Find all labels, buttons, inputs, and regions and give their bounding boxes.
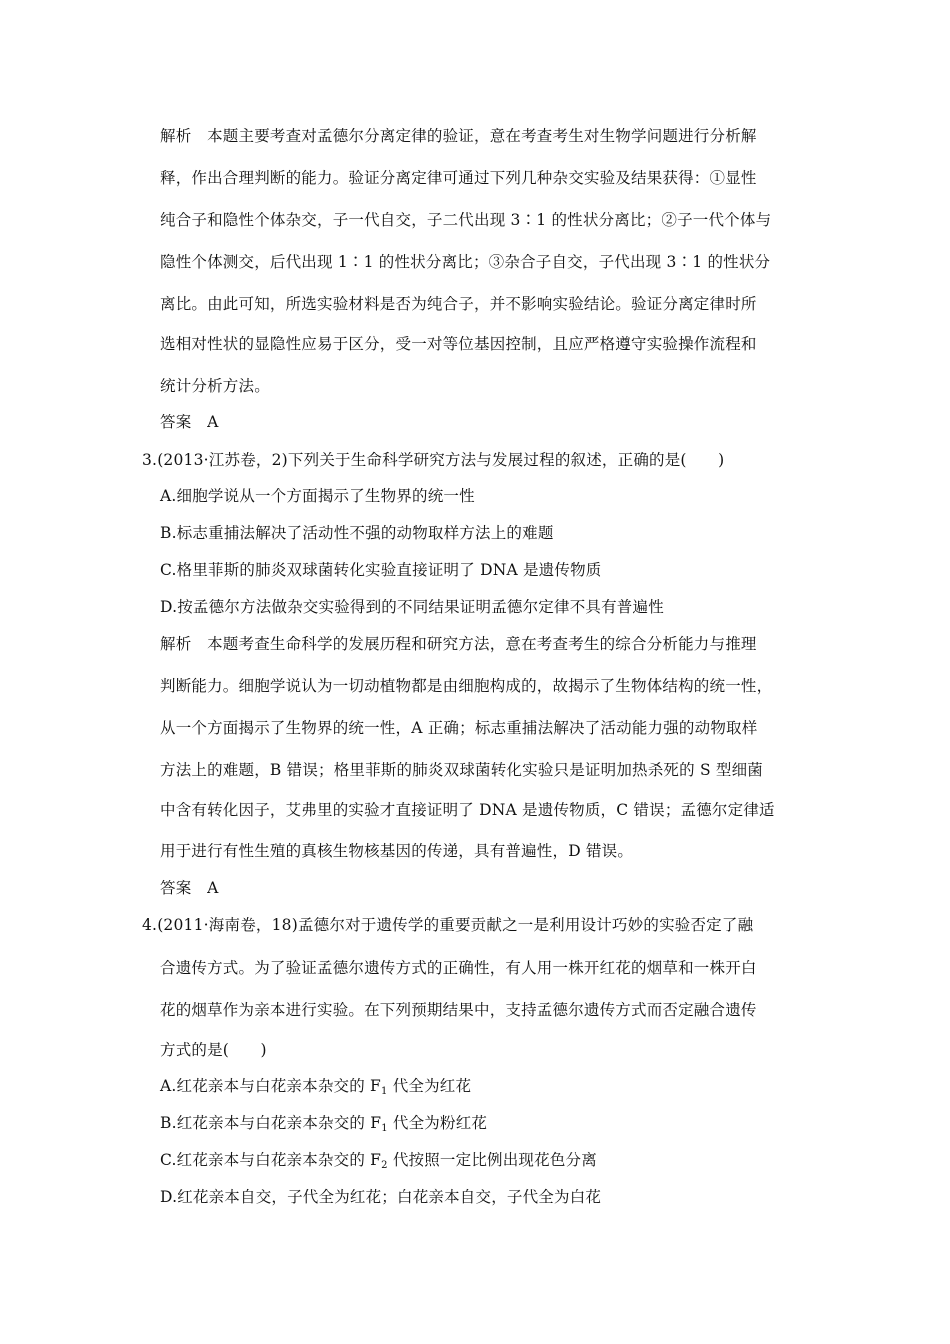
analysis-line: 隐性个体测交，后代出现 1∶1 的性状分离比；③杂合子自交，子代出现 3∶1 的性状分 bbox=[160, 253, 771, 271]
option-text: A.红花亲本与白花亲本杂交的 F bbox=[160, 1077, 382, 1095]
question-4-stem: 合遗传方式。为了验证孟德尔遗传方式的正确性，有人用一株开红花的烟草和一株开白 bbox=[160, 959, 757, 977]
subscript: 1 bbox=[381, 1086, 388, 1097]
option-text: 代全为红花 bbox=[387, 1077, 472, 1095]
analysis-line: 选相对性状的显隐性应易于区分，受一对等位基因控制，且应严格遵守实验操作流程和 bbox=[160, 335, 757, 353]
analysis-line: 中含有转化因子，艾弗里的实验才直接证明了 DNA 是遗传物质，C 错误；孟德尔定律适 bbox=[160, 801, 775, 819]
option-text: 代按照一定比例出现花色分离 bbox=[387, 1151, 597, 1169]
analysis-line: 纯合子和隐性个体杂交，子一代自交，子二代出现 3∶1 的性状分离比；②子一代个体与 bbox=[160, 211, 772, 229]
subscript: 2 bbox=[381, 1160, 388, 1171]
question-4-option-c bbox=[160, 1150, 597, 1176]
question-4-stem: 花的烟草作为亲本进行实验。在下列预期结果中，支持孟德尔遗传方式而否定融合遗传 bbox=[160, 1001, 757, 1019]
analysis-line: 解析 本题考查生命科学的发展历程和研究方法，意在考查考生的综合分析能力与推理 bbox=[160, 635, 757, 653]
analysis-line: 释，作出合理判断的能力。验证分离定律可通过下列几种杂交实验及结果获得：①显性 bbox=[160, 169, 757, 187]
analysis-line: 用于进行有性生殖的真核生物核基因的传递，具有普遍性，D 错误。 bbox=[160, 842, 634, 860]
question-3-stem: 3.(2013·江苏卷，2)下列关于生命科学研究方法与发展过程的叙述，正确的是( ) bbox=[142, 451, 725, 469]
answer-line: 答案 A bbox=[160, 413, 219, 431]
question-3-option-b: B.标志重捕法解决了活动性不强的动物取样方法上的难题 bbox=[160, 524, 554, 542]
question-3-option-d: D.按孟德尔方法做杂交实验得到的不同结果证明孟德尔定律不具有普遍性 bbox=[160, 598, 664, 616]
option-text: D.红花亲本自交，子代全为红花；白花亲本自交，子代全为白花 bbox=[160, 1188, 602, 1206]
question-4-stem: 方式的是( ) bbox=[160, 1041, 267, 1059]
answer-line: 答案 A bbox=[160, 879, 219, 897]
subscript: 1 bbox=[381, 1123, 388, 1134]
question-4-option-d bbox=[160, 1187, 601, 1207]
analysis-line: 离比。由此可知，所选实验材料是否为纯合子，并不影响实验结论。验证分离定律时所 bbox=[160, 295, 757, 313]
analysis-line: 方法上的难题，B 错误；格里菲斯的肺炎双球菌转化实验只是证明加热杀死的 S 型细菌 bbox=[160, 761, 763, 779]
question-4-stem: 4.(2011·海南卷，18)孟德尔对于遗传学的重要贡献之一是利用设计巧妙的实验否定了融 bbox=[142, 916, 754, 934]
analysis-line: 判断能力。细胞学说认为一切动植物都是由细胞构成的，故揭示了生物体结构的统一性， bbox=[160, 677, 773, 695]
option-text: 代全为粉红花 bbox=[387, 1114, 488, 1132]
analysis-line: 从一个方面揭示了生物界的统一性，A 正确；标志重捕法解决了活动能力强的动物取样 bbox=[160, 719, 758, 737]
question-3-option-c: C.格里菲斯的肺炎双球菌转化实验直接证明了 DNA 是遗传物质 bbox=[160, 561, 602, 579]
analysis-line: 统计分析方法。 bbox=[160, 377, 270, 395]
option-text: B.红花亲本与白花亲本杂交的 F bbox=[160, 1114, 382, 1132]
question-3-option-a: A.细胞学说从一个方面揭示了生物界的统一性 bbox=[160, 487, 475, 505]
question-4-option-a bbox=[160, 1076, 471, 1102]
option-text: C.红花亲本与白花亲本杂交的 F bbox=[160, 1151, 382, 1169]
analysis-line: 解析 本题主要考查对孟德尔分离定律的验证，意在考查考生对生物学问题进行分析解 bbox=[160, 127, 757, 145]
question-4-option-b bbox=[160, 1113, 487, 1139]
